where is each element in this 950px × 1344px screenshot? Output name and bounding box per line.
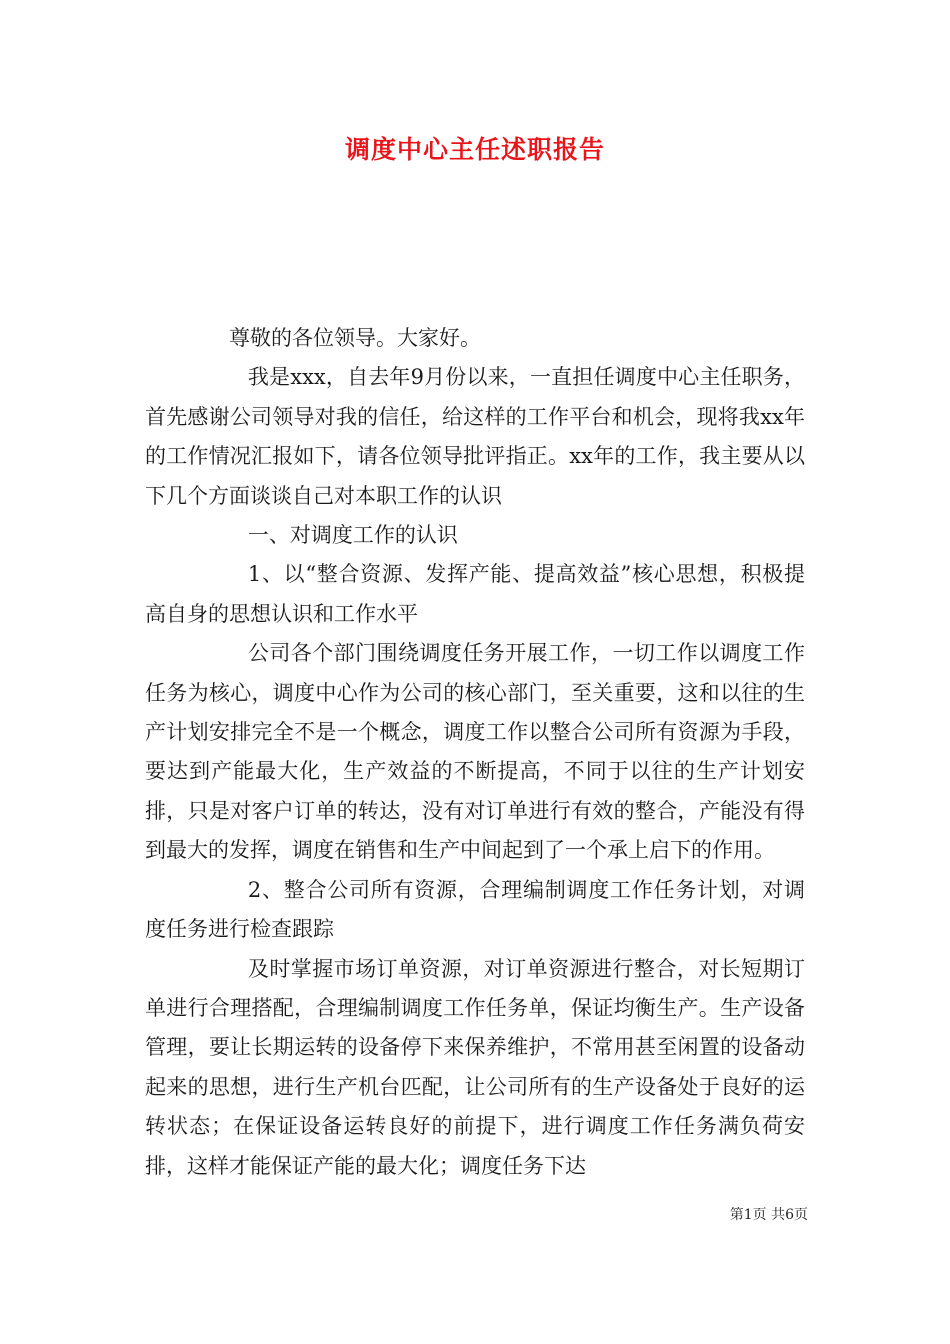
intro-paragraph: 我是xxx，自去年9月份以来，一直担任调度中心主任职务，首先感谢公司领导对我的信任，给这样的工作平台和机会，现将我xx年的工作情况汇报如下，请各位领导批评指正。xx年的工作，我主要从以下几个方面谈谈自己对本职工作的认识 bbox=[145, 365, 805, 508]
page-number-footer: 第1页 共6页 bbox=[729, 1207, 808, 1223]
section-heading: 一、对调度工作的认识 bbox=[247, 523, 458, 548]
subheading-2: 2、整合公司所有资源，合理编制调度工作任务计划，对调度任务进行检查跟踪 bbox=[145, 877, 805, 942]
document-body bbox=[145, 319, 805, 1186]
body-paragraph-2: 及时掌握市场订单资源，对订单资源进行整合，对长短期订单进行合理搭配，合理编制调度工作任务单，保证均衡生产。生产设备管理，要让长期运转的设备停下来保养维护，不常用甚至闲置的设备动起来的思想，进行生产机台匹配，让公司所有的生产设备处于良好的运转状态；在保证设备运转良好的前提下，进行调度工作任务满负荷安排，这样才能保证产能的最大化；调度任务下达 bbox=[145, 956, 805, 1178]
greeting-paragraph: 尊敬的各位领导。大家好。 bbox=[229, 326, 481, 350]
body-paragraph-1: 公司各个部门围绕调度任务开展工作，一切工作以调度工作任务为核心，调度中心作为公司的核心部门，至关重要，这和以往的生产计划安排完全不是一个概念，调度工作以整合公司所有资源为手段，要达到产能最大化，生产效益的不断提高，不同于以往的生产计划安排，只是对客户订单的转达，没有对订单进行有效的整合，产能没有得到最大的发挥，调度在销售和生产中间起到了一个承上启下的作用。 bbox=[145, 641, 805, 863]
document-title: 调度中心主任述职报告 bbox=[344, 135, 605, 164]
subheading-1: 1、以“整合资源、发挥产能、提高效益”核心思想，积极提高自身的思想认识和工作水平 bbox=[145, 562, 805, 626]
